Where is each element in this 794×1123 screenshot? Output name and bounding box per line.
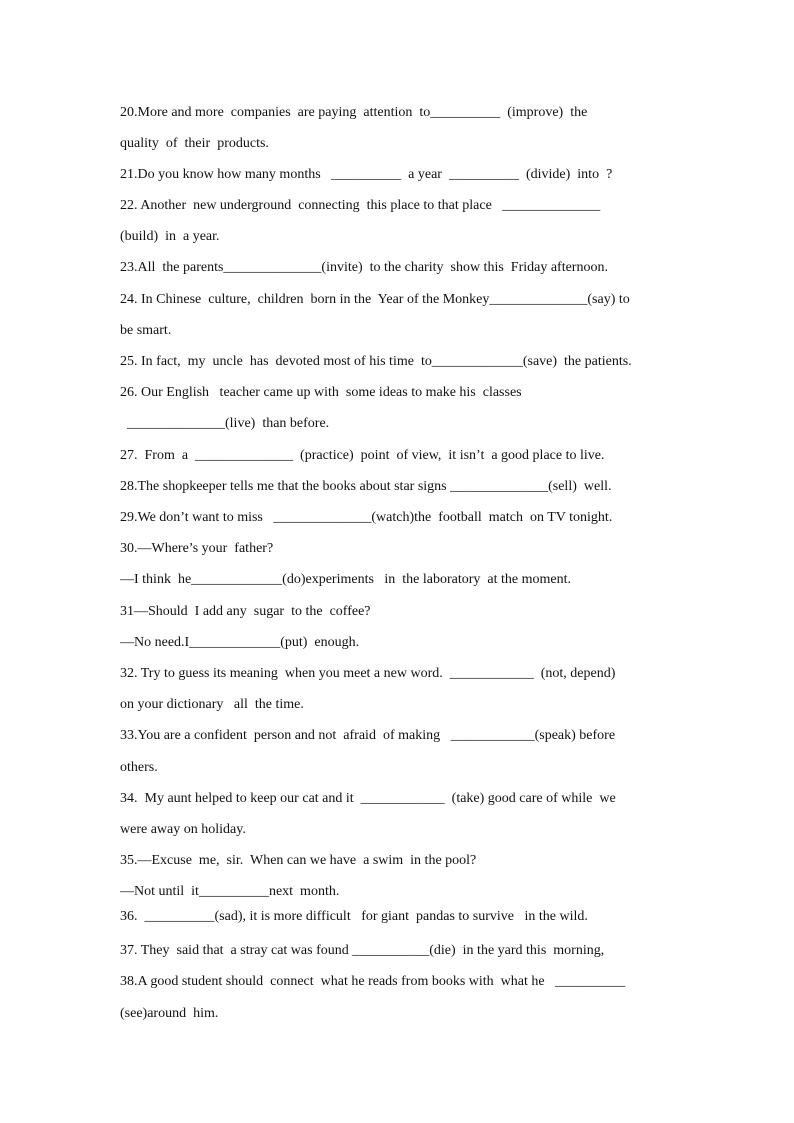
question-21: 21.Do you know how many months __________ a year __________ (divide) into ? — [120, 167, 613, 182]
question-31-line-2: —No need.I_____________(put) enough. — [120, 635, 360, 650]
question-34-line-1: 34. My aunt helped to keep our cat and it ____________ (take) good care of while we — [120, 791, 616, 806]
question-33-line-1: 33.You are a confident person and not afraid of making ____________(speak) before — [120, 728, 616, 743]
question-28: 28.The shopkeeper tells me that the books about star signs ______________(sell) well. — [120, 479, 612, 494]
question-38-line-2: (see)around him. — [120, 1006, 219, 1021]
question-24-line-1: 24. In Chinese culture, children born in the Year of the Monkey______________(say) to — [120, 292, 630, 307]
question-25: 25. In fact, my uncle has devoted most of his time to_____________(save) the patients. — [120, 354, 632, 369]
question-23: 23.All the parents______________(invite) to the charity show this Friday afternoon. — [120, 260, 608, 275]
question-36: 36. __________(sad), it is more difficult for giant pandas to survive in the wild. — [120, 909, 588, 924]
question-32-line-1: 32. Try to guess its meaning when you meet a new word. ____________ (not, depend) — [120, 666, 616, 681]
question-26-line-1: 26. Our English teacher came up with some ideas to make his classes — [120, 385, 522, 400]
question-33-line-2: others. — [120, 760, 158, 775]
question-37: 37. They said that a stray cat was found ___________(die) in the yard this morning, — [120, 943, 605, 958]
question-35-line-2: —Not until it__________next month. — [120, 884, 340, 899]
question-30-line-2: —I think he_____________(do)experiments in the laboratory at the moment. — [120, 572, 572, 587]
question-20-line-1: 20.More and more companies are paying attention to__________ (improve) the — [120, 105, 588, 120]
question-38-line-1: 38.A good student should connect what he reads from books with what he __________ — [120, 974, 626, 989]
question-24-line-2: be smart. — [120, 323, 172, 338]
question-29: 29.We don’t want to miss ______________(watch)the football match on TV tonight. — [120, 510, 613, 525]
question-34-line-2: were away on holiday. — [120, 822, 246, 837]
question-22-line-2: (build) in a year. — [120, 229, 220, 244]
question-20-line-2: quality of their products. — [120, 136, 269, 151]
question-35-line-1: 35.—Excuse me, sir. When can we have a swim in the pool? — [120, 853, 477, 868]
question-31-line-1: 31—Should I add any sugar to the coffee? — [120, 604, 371, 619]
question-30-line-1: 30.—Where’s your father? — [120, 541, 274, 556]
question-27: 27. From a ______________ (practice) point of view, it isn’t a good place to live. — [120, 448, 605, 463]
question-26-line-2: ______________(live) than before. — [120, 416, 330, 431]
question-32-line-2: on your dictionary all the time. — [120, 697, 304, 712]
question-22-line-1: 22. Another new underground connecting this place to that place ______________ — [120, 198, 601, 213]
